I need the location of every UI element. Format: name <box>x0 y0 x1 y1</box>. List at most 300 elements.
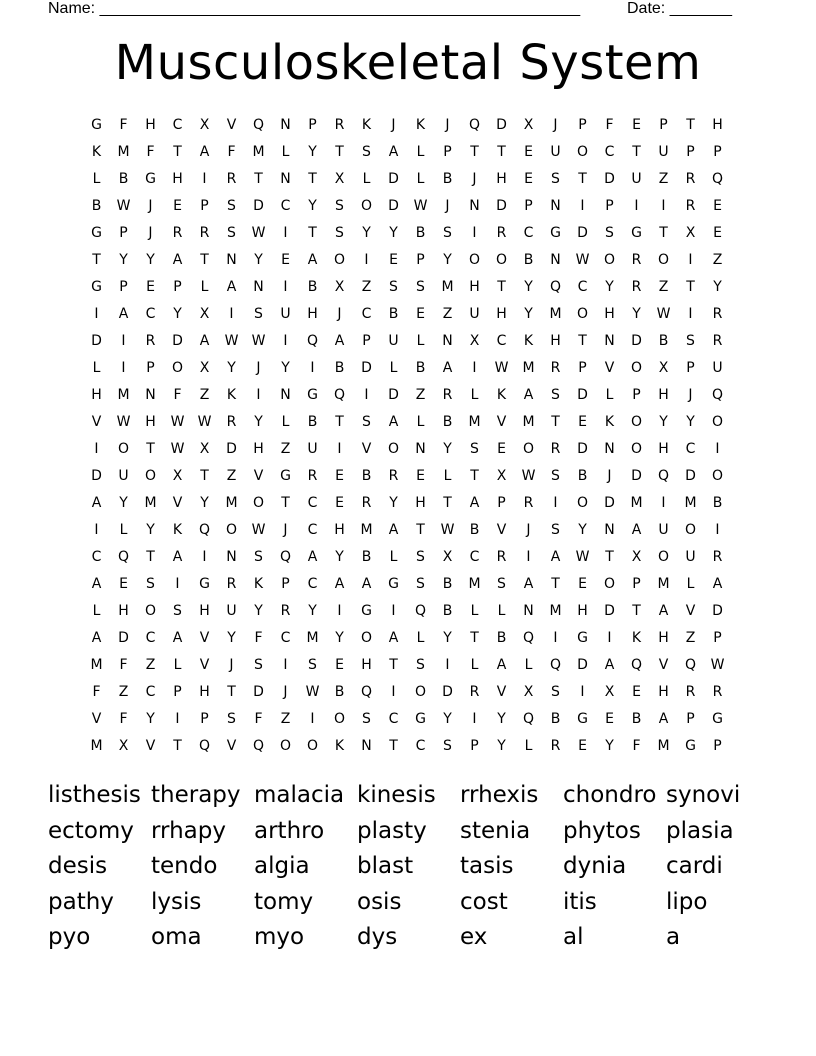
grid-cell: Y <box>146 252 155 268</box>
word-bank-item: plasia <box>666 817 734 844</box>
grid-cell: K <box>361 117 372 133</box>
grid-cell: Z <box>712 252 723 268</box>
grid-cell: R <box>496 225 507 241</box>
grid-cell: B <box>361 468 372 484</box>
grid-cell: V <box>226 738 237 754</box>
grid-cell: R <box>442 387 453 403</box>
word-bank-item: stenia <box>460 817 531 844</box>
grid-cell: W <box>197 414 212 430</box>
grid-cell: E <box>497 441 506 457</box>
grid-cell: I <box>364 387 369 403</box>
grid-cell: A <box>307 252 318 268</box>
word-bank-item: rrhapy <box>151 817 226 844</box>
grid-cell: T <box>659 225 668 241</box>
grid-cell: K <box>631 630 642 646</box>
grid-cell: Y <box>227 630 236 646</box>
grid-cell: I <box>121 360 126 376</box>
grid-cell: F <box>119 657 128 673</box>
grid-cell: Y <box>362 225 371 241</box>
grid-cell: S <box>362 144 371 160</box>
grid-cell: U <box>550 144 561 160</box>
grid-cell: M <box>117 387 130 403</box>
grid-cell: M <box>252 144 265 160</box>
grid-cell: J <box>688 387 693 403</box>
grid-cell: M <box>441 279 454 295</box>
grid-cell: X <box>523 117 534 133</box>
grid-cell: V <box>253 468 264 484</box>
grid-cell: S <box>470 441 479 457</box>
header-line <box>48 0 748 20</box>
grid-cell: A <box>604 657 615 673</box>
grid-cell: Y <box>389 495 398 511</box>
grid-cell: I <box>580 684 585 700</box>
grid-cell: I <box>310 711 315 727</box>
grid-cell: C <box>280 630 291 646</box>
grid-cell: P <box>119 225 128 241</box>
grid-cell: T <box>497 144 506 160</box>
grid-cell: J <box>526 522 531 538</box>
grid-cell: R <box>199 225 210 241</box>
grid-cell: I <box>445 657 450 673</box>
grid-cell: C <box>280 198 291 214</box>
grid-cell: A <box>307 549 318 565</box>
grid-cell: A <box>631 522 642 538</box>
grid-cell: K <box>226 387 237 403</box>
grid-cell: A <box>523 576 534 592</box>
grid-cell: B <box>469 522 480 538</box>
word-bank-item: malacia <box>254 782 345 808</box>
grid-cell: L <box>416 171 425 187</box>
grid-cell: C <box>523 225 534 241</box>
grid-cell: A <box>172 549 183 565</box>
grid-cell: L <box>524 657 533 673</box>
grid-cell: O <box>144 468 157 484</box>
grid-cell: Z <box>118 684 129 700</box>
grid-cell: N <box>280 387 291 403</box>
grid-cell: G <box>577 630 588 646</box>
grid-cell: B <box>712 495 723 511</box>
grid-cell: M <box>306 630 319 646</box>
grid-cell: W <box>440 522 455 538</box>
grid-cell: S <box>173 603 182 619</box>
grid-cell: L <box>416 144 425 160</box>
grid-cell: L <box>416 333 425 349</box>
grid-cell: S <box>416 279 425 295</box>
grid-cell: Y <box>173 306 182 322</box>
grid-cell: I <box>94 441 99 457</box>
grid-cell: O <box>657 549 670 565</box>
grid-cell: B <box>550 711 561 727</box>
grid-cell: G <box>91 117 102 133</box>
word-bank-item: pathy <box>48 888 114 915</box>
grid-cell: T <box>686 117 695 133</box>
grid-cell: T <box>497 279 506 295</box>
grid-cell: P <box>470 738 479 754</box>
grid-cell: Y <box>281 360 290 376</box>
grid-cell: E <box>416 468 425 484</box>
grid-cell: I <box>580 198 585 214</box>
grid-cell: T <box>173 144 182 160</box>
grid-cell: G <box>91 279 102 295</box>
grid-cell: Q <box>252 738 265 754</box>
grid-cell: P <box>200 711 209 727</box>
grid-cell: I <box>283 225 288 241</box>
grid-cell: G <box>685 738 696 754</box>
grid-cell: A <box>388 522 399 538</box>
grid-cell: O <box>576 306 589 322</box>
grid-cell: K <box>91 144 102 160</box>
word-bank-item: ex <box>460 924 488 950</box>
grid-cell: D <box>253 684 264 700</box>
grid-cell: J <box>283 522 288 538</box>
grid-cell: B <box>523 252 534 268</box>
grid-cell: Z <box>415 387 426 403</box>
word-bank-item: al <box>563 924 584 950</box>
grid-cell: R <box>334 117 345 133</box>
grid-cell: O <box>603 576 616 592</box>
grid-cell: B <box>307 279 318 295</box>
grid-cell: P <box>119 279 128 295</box>
grid-cell: Y <box>146 522 155 538</box>
grid-cell: Y <box>254 414 263 430</box>
word-bank-item: chondro <box>563 782 657 808</box>
grid-cell: K <box>334 738 345 754</box>
grid-cell: Y <box>443 630 452 646</box>
grid-cell: N <box>469 198 480 214</box>
grid-cell: P <box>146 360 155 376</box>
grid-cell: G <box>91 225 102 241</box>
grid-cell: R <box>226 414 237 430</box>
grid-cell: W <box>413 198 428 214</box>
grid-cell: G <box>550 225 561 241</box>
grid-cell: A <box>388 630 399 646</box>
grid-cell: H <box>604 306 615 322</box>
word-bank-item: tomy <box>254 888 314 915</box>
grid-cell: O <box>144 603 157 619</box>
grid-cell: M <box>225 495 238 511</box>
grid-cell: S <box>362 414 371 430</box>
grid-cell: G <box>577 711 588 727</box>
grid-cell: M <box>360 522 373 538</box>
grid-cell: N <box>523 603 534 619</box>
grid-cell: N <box>145 387 156 403</box>
grid-cell: N <box>550 198 561 214</box>
grid-cell: S <box>605 225 614 241</box>
grid-cell: T <box>281 495 290 511</box>
grid-cell: O <box>117 441 130 457</box>
grid-cell: A <box>334 576 345 592</box>
grid-cell: U <box>658 144 669 160</box>
grid-cell: Q <box>549 279 562 295</box>
grid-cell: M <box>90 738 103 754</box>
grid-cell: R <box>496 549 507 565</box>
grid-cell: O <box>603 252 616 268</box>
grid-cell: J <box>391 117 396 133</box>
grid-cell: Q <box>711 387 724 403</box>
grid-cell: O <box>657 252 670 268</box>
grid-cell: Q <box>117 549 130 565</box>
grid-cell: T <box>389 657 398 673</box>
grid-cell: Z <box>280 711 291 727</box>
grid-cell: U <box>118 468 129 484</box>
grid-cell: O <box>576 495 589 511</box>
grid-cell: I <box>94 306 99 322</box>
grid-cell: A <box>91 576 102 592</box>
grid-cell: K <box>415 117 426 133</box>
grid-cell: H <box>307 306 318 322</box>
grid-cell: X <box>334 279 345 295</box>
grid-cell: P <box>713 144 722 160</box>
grid-cell: F <box>173 387 182 403</box>
grid-cell: Y <box>254 603 263 619</box>
grid-cell: I <box>715 441 720 457</box>
grid-cell: C <box>361 306 372 322</box>
word-bank-item: lysis <box>151 888 202 915</box>
grid-cell: O <box>306 738 319 754</box>
grid-cell: R <box>550 360 561 376</box>
grid-cell: M <box>468 576 481 592</box>
grid-cell: O <box>333 711 346 727</box>
grid-cell: X <box>442 549 453 565</box>
grid-cell: D <box>577 225 588 241</box>
grid-cell: V <box>361 441 372 457</box>
grid-cell: W <box>251 225 266 241</box>
grid-cell: C <box>145 684 156 700</box>
grid-cell: X <box>199 117 210 133</box>
grid-cell: Q <box>198 738 211 754</box>
grid-cell: Q <box>684 657 697 673</box>
grid-cell: I <box>553 495 558 511</box>
grid-cell: G <box>145 171 156 187</box>
grid-cell: R <box>712 549 723 565</box>
grid-cell: T <box>92 252 101 268</box>
grid-cell: B <box>442 576 453 592</box>
grid-cell: D <box>91 468 102 484</box>
grid-cell: S <box>227 198 236 214</box>
grid-cell: W <box>251 333 266 349</box>
grid-cell: E <box>578 738 587 754</box>
grid-cell: I <box>337 603 342 619</box>
grid-cell: I <box>553 630 558 646</box>
grid-cell: U <box>280 306 291 322</box>
grid-cell: W <box>521 468 536 484</box>
grid-cell: T <box>551 576 560 592</box>
grid-cell: D <box>631 468 642 484</box>
grid-cell: C <box>307 495 318 511</box>
grid-cell: V <box>91 414 102 430</box>
grid-cell: X <box>658 360 669 376</box>
date-field-label: Date: _______ <box>627 0 732 17</box>
grid-cell: T <box>578 171 587 187</box>
grid-cell: L <box>281 144 290 160</box>
grid-cell: O <box>711 468 724 484</box>
grid-cell: O <box>468 252 481 268</box>
grid-cell: D <box>253 198 264 214</box>
grid-cell: Y <box>335 549 344 565</box>
grid-cell: T <box>335 414 344 430</box>
grid-cell: Q <box>252 117 265 133</box>
grid-cell: H <box>496 306 507 322</box>
grid-cell: S <box>254 306 263 322</box>
word-bank-item: oma <box>151 924 202 950</box>
grid-cell: Z <box>199 387 210 403</box>
grid-cell: Z <box>226 468 237 484</box>
grid-cell: W <box>224 333 239 349</box>
word-bank-item: cardi <box>666 853 723 879</box>
grid-cell: F <box>227 144 236 160</box>
grid-cell: O <box>684 522 697 538</box>
grid-cell: B <box>334 360 345 376</box>
grid-cell: R <box>712 333 723 349</box>
grid-cell: A <box>199 144 210 160</box>
grid-cell: M <box>630 495 643 511</box>
grid-cell: H <box>712 117 723 133</box>
grid-cell: V <box>199 630 210 646</box>
grid-cell: E <box>713 198 722 214</box>
grid-cell: T <box>443 495 452 511</box>
grid-cell: L <box>362 171 371 187</box>
grid-cell: R <box>145 333 156 349</box>
grid-cell: H <box>145 117 156 133</box>
grid-cell: V <box>496 414 507 430</box>
grid-cell: P <box>416 252 425 268</box>
grid-cell: U <box>685 549 696 565</box>
grid-cell: N <box>280 171 291 187</box>
word-bank-item: algia <box>254 853 310 879</box>
grid-cell: Z <box>658 279 669 295</box>
grid-cell: X <box>118 738 129 754</box>
grid-cell: S <box>686 333 695 349</box>
grid-cell: Y <box>308 603 317 619</box>
grid-cell: H <box>658 684 669 700</box>
grid-cell: E <box>335 657 344 673</box>
grid-cell: E <box>335 468 344 484</box>
grid-cell: I <box>607 630 612 646</box>
grid-cell: C <box>577 279 588 295</box>
grid-cell: B <box>91 198 102 214</box>
grid-cell: O <box>576 144 589 160</box>
grid-cell: T <box>470 630 479 646</box>
grid-cell: T <box>335 144 344 160</box>
grid-cell: C <box>91 549 102 565</box>
grid-cell: S <box>551 468 560 484</box>
grid-cell: T <box>605 549 614 565</box>
grid-cell: Q <box>522 711 535 727</box>
grid-cell: T <box>686 279 695 295</box>
grid-cell: W <box>710 657 725 673</box>
grid-cell: A <box>361 576 372 592</box>
word-bank-item: rrhexis <box>460 782 539 808</box>
grid-cell: Y <box>119 252 128 268</box>
grid-cell: G <box>415 711 426 727</box>
grid-cell: S <box>227 225 236 241</box>
grid-cell: B <box>631 711 642 727</box>
word-bank-item: dys <box>357 924 398 950</box>
grid-cell: T <box>470 144 479 160</box>
grid-cell: H <box>658 630 669 646</box>
grid-cell: P <box>713 630 722 646</box>
grid-cell: Y <box>389 225 398 241</box>
grid-cell: C <box>469 549 480 565</box>
grid-cell: J <box>256 360 261 376</box>
grid-cell: A <box>172 630 183 646</box>
grid-cell: Q <box>657 468 670 484</box>
grid-cell: R <box>523 495 534 511</box>
grid-cell: A <box>334 333 345 349</box>
grid-cell: U <box>631 171 642 187</box>
grid-cell: H <box>469 279 480 295</box>
grid-cell: J <box>553 117 558 133</box>
grid-cell: D <box>604 171 615 187</box>
grid-cell: Y <box>227 360 236 376</box>
grid-cell: U <box>469 306 480 322</box>
grid-cell: W <box>575 252 590 268</box>
grid-cell: T <box>578 333 587 349</box>
grid-cell: A <box>712 576 723 592</box>
grid-cell: N <box>415 441 426 457</box>
grid-cell: B <box>442 603 453 619</box>
grid-cell: V <box>685 603 696 619</box>
grid-cell: Z <box>145 657 156 673</box>
word-bank-item: cost <box>460 888 508 915</box>
grid-cell: N <box>361 738 372 754</box>
grid-cell: O <box>333 252 346 268</box>
grid-cell: P <box>308 117 317 133</box>
grid-cell: E <box>389 252 398 268</box>
grid-cell: J <box>472 171 477 187</box>
grid-cell: Z <box>280 441 291 457</box>
word-bank-item: plasty <box>357 817 427 844</box>
grid-cell: C <box>388 711 399 727</box>
grid-cell: L <box>416 630 425 646</box>
grid-cell: R <box>712 306 723 322</box>
grid-cell: B <box>415 225 426 241</box>
grid-cell: G <box>712 711 723 727</box>
word-bank-item: itis <box>563 888 597 915</box>
grid-cell: T <box>254 171 263 187</box>
grid-cell: S <box>146 576 155 592</box>
grid-cell: A <box>226 279 237 295</box>
grid-cell: Q <box>414 603 427 619</box>
grid-cell: P <box>173 684 182 700</box>
grid-cell: O <box>414 684 427 700</box>
grid-cell: I <box>526 549 531 565</box>
grid-cell: O <box>252 495 265 511</box>
grid-cell: I <box>202 549 207 565</box>
grid-cell: D <box>631 333 642 349</box>
grid-cell: A <box>118 306 129 322</box>
grid-cell: Y <box>335 630 344 646</box>
grid-cell: F <box>92 684 101 700</box>
grid-cell: K <box>253 576 264 592</box>
grid-cell: C <box>685 441 696 457</box>
grid-cell: D <box>712 603 723 619</box>
grid-cell: P <box>281 576 290 592</box>
grid-cell: I <box>175 711 180 727</box>
word-bank-item: pyo <box>48 924 91 950</box>
grid-cell: X <box>469 333 480 349</box>
grid-cell: R <box>712 684 723 700</box>
grid-cell: S <box>497 576 506 592</box>
grid-cell: M <box>657 576 670 592</box>
grid-cell: D <box>577 441 588 457</box>
grid-cell: P <box>362 333 371 349</box>
grid-cell: L <box>389 360 398 376</box>
grid-cell: B <box>577 468 588 484</box>
grid-cell: X <box>199 306 210 322</box>
grid-cell: M <box>90 657 103 673</box>
grid-cell: P <box>659 117 668 133</box>
